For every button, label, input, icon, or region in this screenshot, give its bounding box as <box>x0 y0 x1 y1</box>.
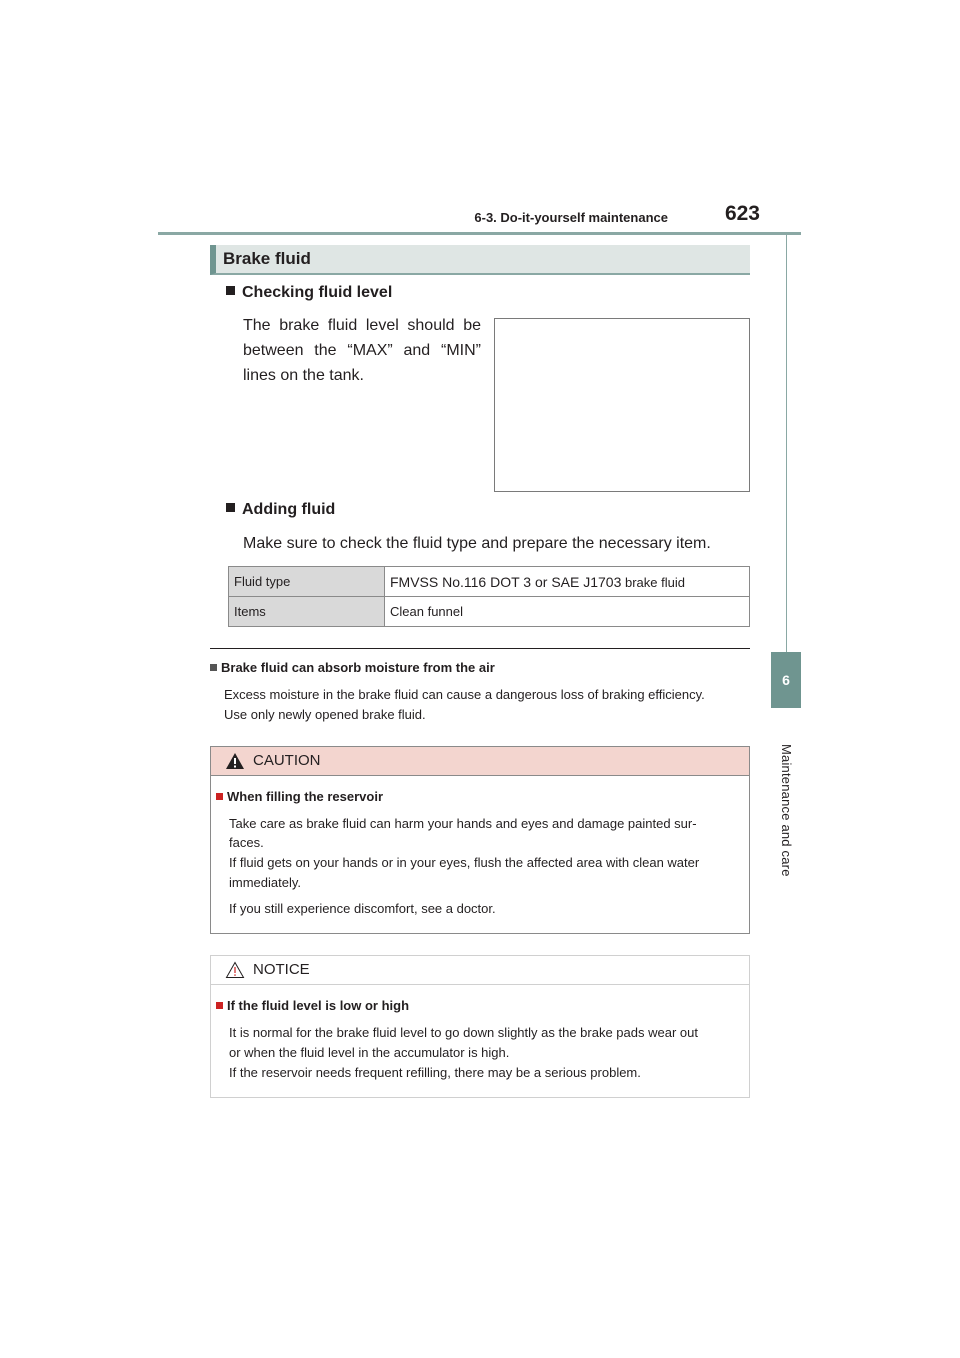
notice-line: or when the fluid level in the accumulator is high. <box>229 1045 510 1060</box>
checking-heading: Checking fluid level <box>226 284 392 302</box>
notice-label: NOTICE <box>253 961 310 978</box>
notice-line: It is normal for the brake fluid level to go down slightly as the brake pads wear out <box>229 1025 698 1040</box>
page-number: 623 <box>724 202 760 225</box>
caution-heading: When filling the reservoir <box>216 789 383 804</box>
caution-line: immediately. <box>229 875 302 890</box>
table-cell-value <box>385 597 750 627</box>
chapter-title: Maintenance and care <box>779 744 794 877</box>
square-bullet-icon <box>216 1002 223 1009</box>
value-main: FMVSS No.116 DOT 3 or SAE J1703 <box>390 573 622 590</box>
table-cell-value <box>385 567 750 597</box>
table-cell-label: Fluid type <box>229 567 385 597</box>
value-main: Clean funnel <box>390 604 463 619</box>
adding-heading: Adding fluid <box>226 501 335 519</box>
note-divider <box>210 648 750 649</box>
note-line: Excess moisture in the brake fluid can cause a dangerous loss of braking efficiency. <box>224 687 705 702</box>
checking-line: The brake fluid level should be <box>243 317 481 334</box>
caution-line: faces. <box>229 835 264 850</box>
notice-text <box>229 1023 741 1083</box>
note-line: Use only newly opened brake fluid. <box>224 707 426 722</box>
caution-line: Take care as brake fluid can harm your hands and eyes and damage painted sur- <box>229 816 697 831</box>
notice-header <box>211 956 749 985</box>
table-cell-label: Items <box>229 597 385 627</box>
value-tail: brake fluid <box>621 574 685 590</box>
square-bullet-icon <box>226 503 235 512</box>
notice-heading: If the fluid level is low or high <box>216 998 409 1013</box>
caution-line: If you still experience discomfort, see a doctor. <box>229 901 496 916</box>
chapter-number: 6 <box>782 672 790 688</box>
reservoir-illustration <box>494 318 750 492</box>
header-rule <box>158 232 801 235</box>
header-section-title: 6-3. Do-it-yourself maintenance <box>474 210 668 225</box>
caution-text <box>229 814 741 919</box>
checking-line: lines on the tank. <box>243 367 364 384</box>
fluid-spec-table <box>228 566 750 627</box>
square-bullet-icon <box>210 664 217 671</box>
caution-line: If fluid gets on your hands or in your eyes, flush the affected area with clean water <box>229 855 700 870</box>
checking-text <box>243 313 481 388</box>
note-heading: Brake fluid can absorb moisture from the air <box>210 660 495 675</box>
checking-line: between the “MAX” and “MIN” <box>243 342 481 359</box>
warning-triangle-icon <box>225 752 245 770</box>
table-row <box>229 567 750 597</box>
notice-line: If the reservoir needs frequent refilling, there may be a serious problem. <box>229 1065 641 1080</box>
side-tab-line <box>786 235 787 652</box>
square-bullet-icon <box>226 286 235 295</box>
table-row <box>229 597 750 627</box>
notice-triangle-icon <box>225 961 245 979</box>
caution-header <box>211 747 749 776</box>
square-bullet-icon <box>216 793 223 800</box>
section-title: Brake fluid <box>223 249 311 268</box>
note-text <box>224 685 746 725</box>
chapter-tab <box>771 652 801 708</box>
adding-text: Make sure to check the fluid type and prepare the necessary item. <box>243 535 711 552</box>
caution-label: CAUTION <box>253 752 321 769</box>
